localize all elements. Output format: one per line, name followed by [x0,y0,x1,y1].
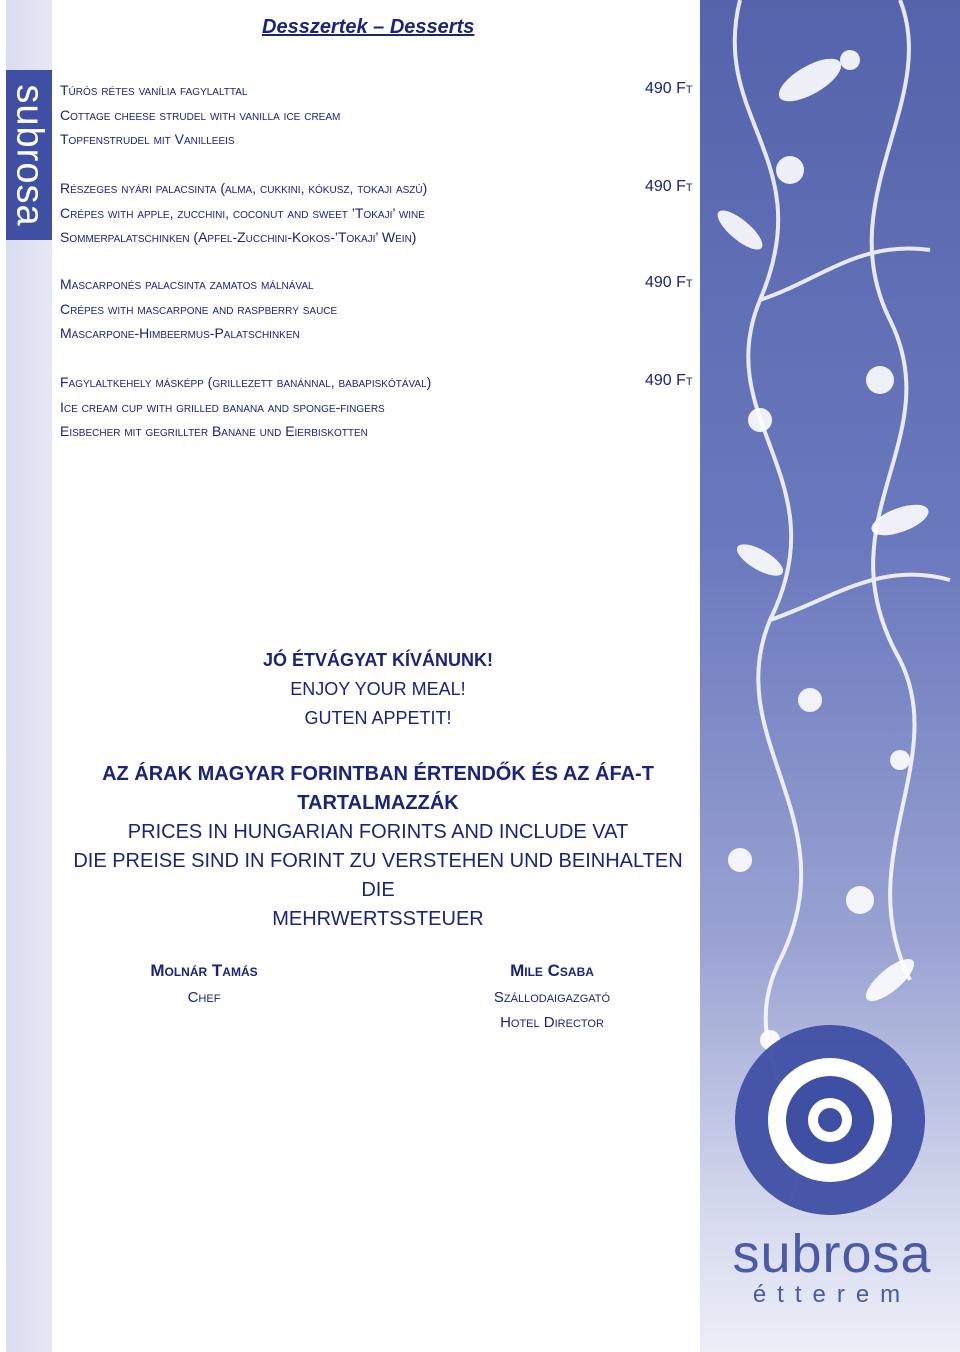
menu-item-price: 490 Ft [645,274,693,291]
signature-chef: Molnár Tamás Chef [150,961,258,1006]
menu-item-price: 490 Ft [645,178,693,195]
menu-item: Fagylaltkehely másképp (grillezett banánnal, babapiskótával) Ice cream cup with grilled banana and sponge-fingers Eisbecher mit gegrillter Banane und Eierbiskotten [60,374,432,439]
menu-item: Részeges nyári palacsinta (alma, cukkini, kókusz, tokaji aszú) Crépes with apple, zucchini, coconut and sweet ’Tokaji’ wine Sommerpalatschinken (Apfel-Zucchini-Kokos-’Tokaji’ Wein) [60,180,428,245]
brand-logo: subrosa étterem [732,1224,932,1308]
vat-notice: AZ ÁRAK MAGYAR FORINTBAN ÉRTENDŐK ÉS AZ ÁFA-T TARTALMAZZÁK PRICES IN HUNGARIAN FORINTS AND INCLUDE VAT DIE PREISE SIND IN FORINT ZU VERSTEHEN UND BEINHALTEN DIE MEHRWERTSSTEUER [73,763,683,930]
floral-pattern [700,0,960,1352]
greeting: JÓ ÉTVÁGYAT KÍVÁNUNK! ENJOY YOUR MEAL! GUTEN APPETIT! [262,650,494,728]
page-title: Desszertek – Desserts [262,16,475,38]
signature-director: Mile Csaba Szállodaigazgató Hotel Director [493,961,611,1031]
menu-item: Mascarponés palacsinta zamatos málnával Crépes with mascarpone and raspberry sauce Mascarpone-Himbeermus-Palatschinken [60,276,338,341]
side-logo: subrosa [6,70,52,240]
menu-item: Túrós rétes vanília fagylalttal Cottage cheese strudel with vanilla ice cream Topfenstrudel mit Vanilleeis [60,82,341,147]
menu-item-price: 490 Ft [645,372,693,389]
flower-logo [735,1025,925,1215]
floral-panel [700,0,960,1352]
menu-item-price: 490 Ft [645,80,693,97]
